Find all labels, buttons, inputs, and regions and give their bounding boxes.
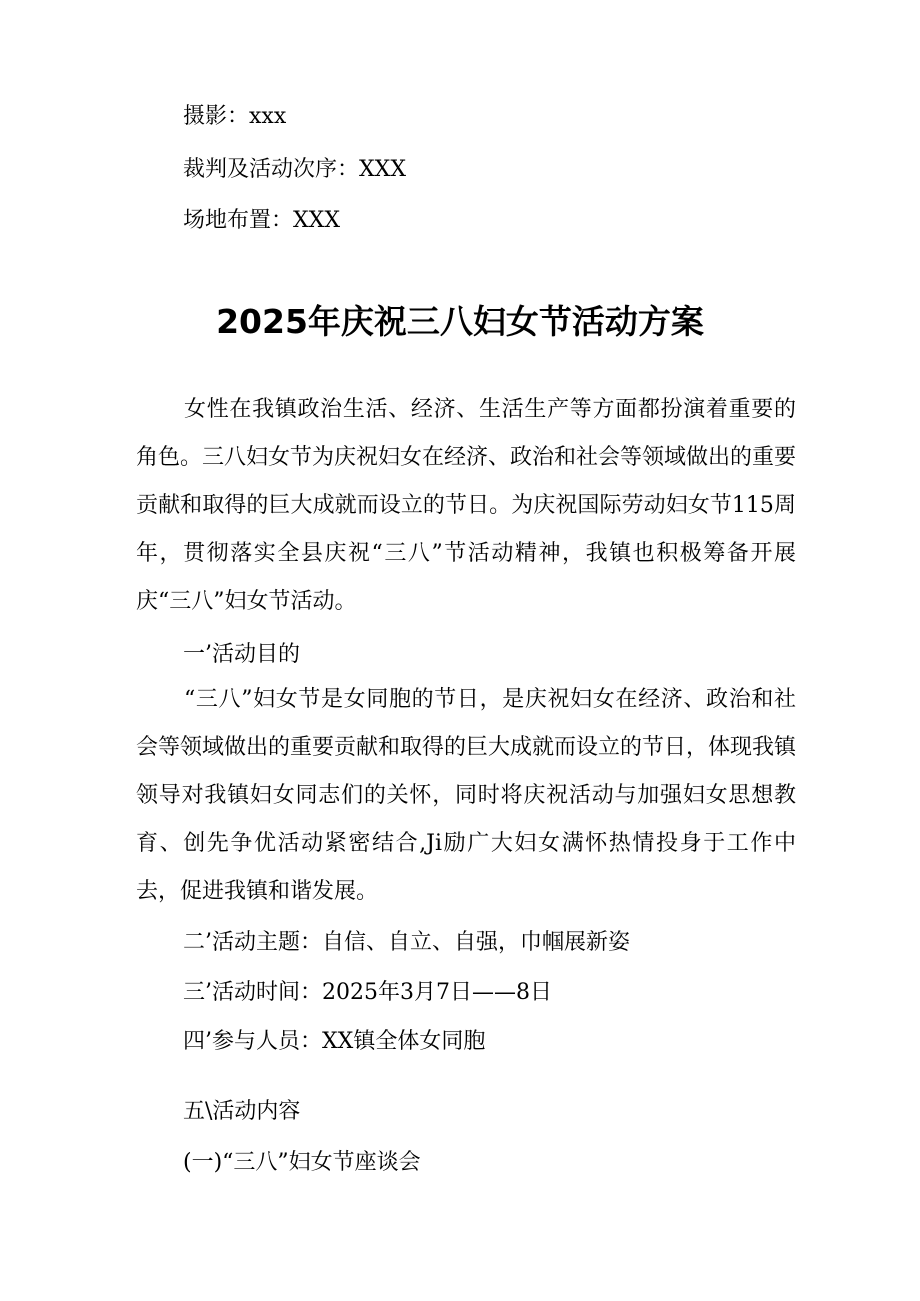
- intro-paragraph: 女性在我镇政治生活、经济、生活生产等方面都扮演着重要的角色。三八妇女节为庆祝妇女在经济、政治和社会等领域做出的重要贡献和取得的巨大成就而设立的节日。为庆祝国际劳动妇女节115周年，贯彻落实全县庆祝“三八”节活动精神，我镇也积极筹备开展庆“三八”妇女节活动。: [136, 397, 797, 614]
- section3-time: 三’活动时间：2025年3月7日——8日: [183, 980, 552, 1005]
- subsection1-heading: (一)“三八”妇女节座谈会: [183, 1150, 421, 1175]
- venue-line: 场地布置：XXX: [183, 208, 340, 233]
- photography-line: 摄影：xxx: [183, 104, 287, 129]
- section2-theme: 二’活动主题：自信、自立、自强，巾帼展新姿: [183, 930, 630, 955]
- section1-heading: 一’活动目的: [183, 642, 300, 667]
- section5-heading: 五\活动内容: [183, 1099, 301, 1124]
- document-title: 2025年庆祝三八妇女节活动方案: [216, 302, 704, 341]
- section4-participants: 四’参与人员：XX镇全体女同胞: [183, 1029, 486, 1054]
- referee-line: 裁判及活动次序：XXX: [183, 157, 406, 182]
- section1-body: “三八”妇女节是女同胞的节日，是庆祝妇女在经济、政治和社会等领域做出的重要贡献和取得的巨大成就而设立的节日，体现我镇领导对我镇妇女同志们的关怀，同时将庆祝活动与加强妇女思想教育、创先争优活动紧密结合,Ji励广大妇女满怀热情投身于工作中去，促进我镇和谐发展。: [136, 687, 797, 904]
